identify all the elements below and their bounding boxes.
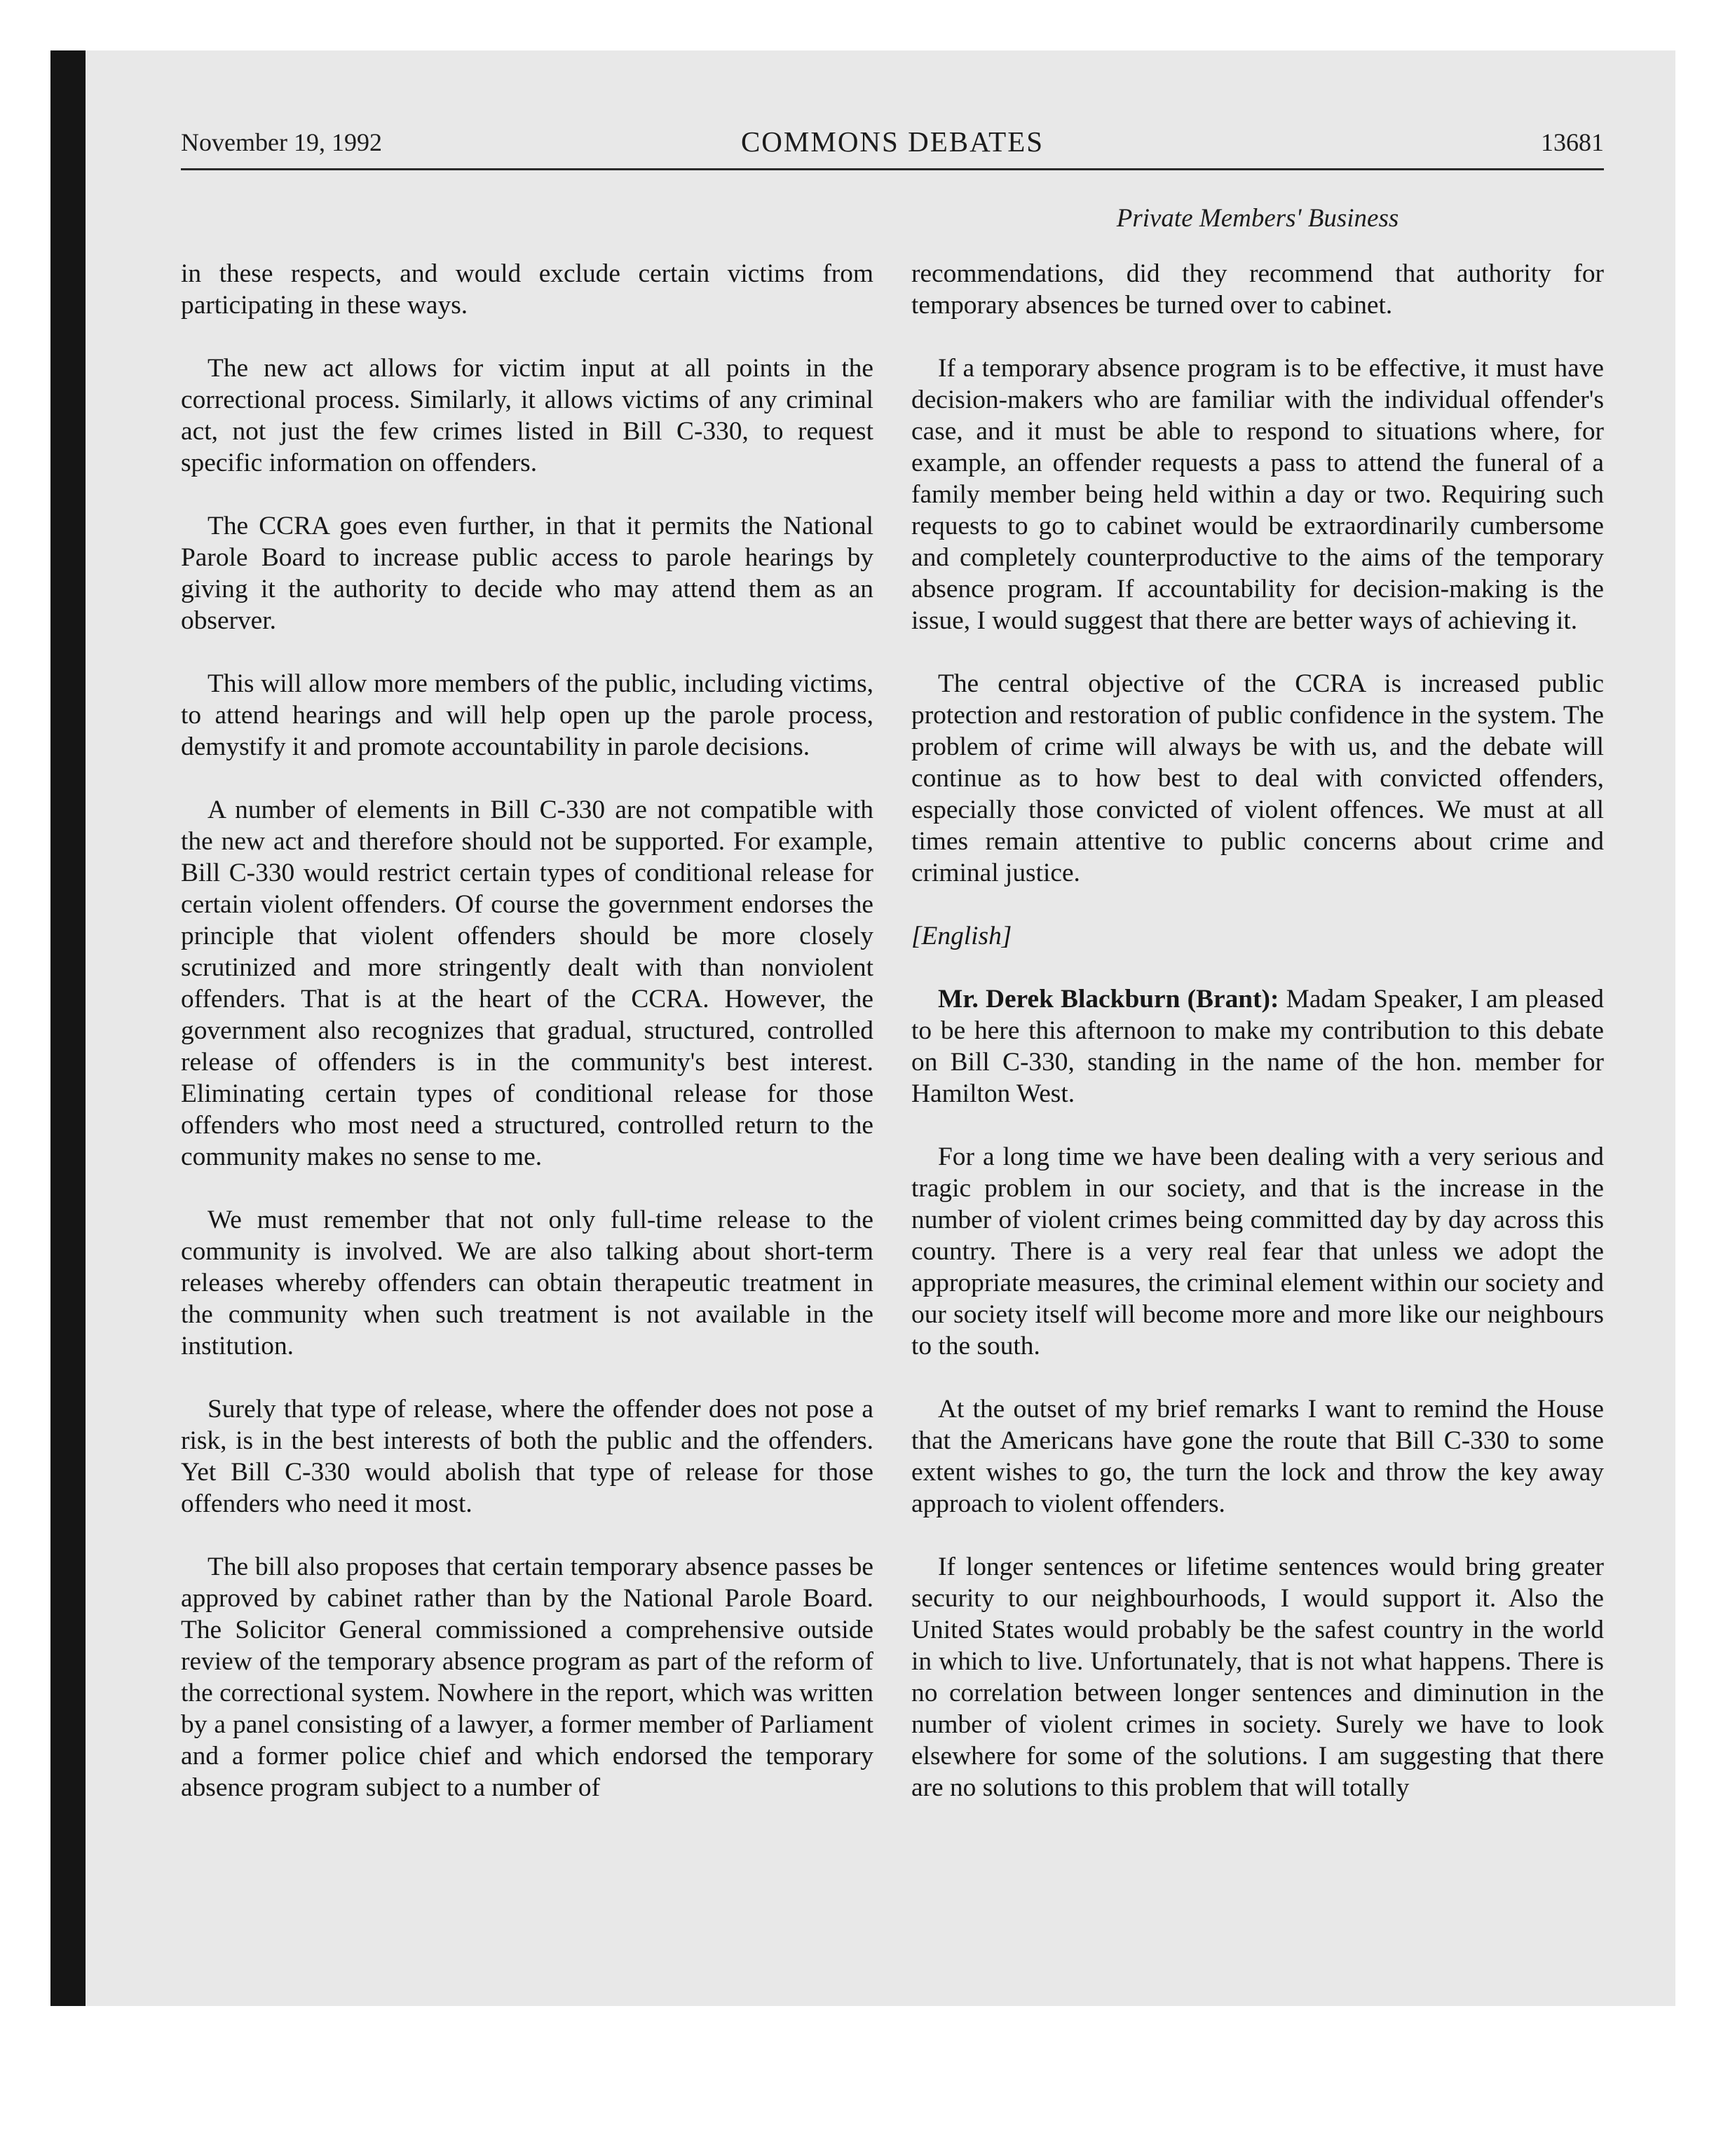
scan-border [50, 50, 86, 2006]
page-number: 13681 [1541, 128, 1604, 156]
paragraph: in these respects, and would exclude certain victims from participating in these ways. [181, 259, 873, 320]
paragraph: A number of elements in Bill C-330 are not compatible with the new act and therefore should not be supported. For example, Bill C-330 would restrict certain types of conditional release for certain violent offenders. Of course the government endorses the principle that violent offenders should be more closely scrutinized and more stringently dealt with than nonviolent offenders. That is at the heart of the CCRA. However, the government also recognizes that gradual, structured, controlled release of offenders is in the community's best interest. Eliminating certain types of conditional release for those offenders who most need a structured, controlled return to the community makes no sense to me. [181, 796, 873, 1171]
paragraph: We must remember that not only full-time release to the community is involved. We are also talking about short-term releases whereby offenders can obtain therapeutic treatment in the community when such treatment is not available in the institution. [181, 1206, 873, 1360]
speaker-name: Mr. Derek Blackburn (Brant): [938, 985, 1279, 1014]
header-title: COMMONS DEBATES [740, 125, 1045, 158]
paragraph: For a long time we have been dealing with a very serious and tragic problem in our society, and that is the increase in the number of violent crimes being committed day by day across this country. There is a very real fear that unless we adopt the appropriate measures, the criminal element within our society and our society itself will become more and more like our neighbours to the south. [911, 1142, 1604, 1360]
language-marker: [English] [911, 922, 1012, 950]
paragraph: If a temporary absence program is to be effective, it must have decision-makers who are familiar with the individual offender's case, and it must be able to respond to situations where, for example, an offender requests a pass to attend the funeral of a family member being held within a day or two. Requiring such requests to go to cabinet would be extraordinarily cumbersome and completely counterproductive to the aims of the temporary absence program. If accountability for decision-making is the issue, I would suggest that there are better ways of achieving it. [911, 354, 1604, 635]
left-column [181, 258, 873, 1835]
paragraph: The bill also proposes that certain temporary absence passes be approved by cabinet rather than by the National Parole Board. The Solicitor General commissioned a comprehensive outside review of the temporary absence program as part of the reform of the correctional system. Nowhere in the report, which was written by a panel consisting of a lawyer, a former member of Parliament and a former police chief and which endorsed the temporary absence program subject to a number of [181, 1553, 873, 1802]
paragraph: The CCRA goes even further, in that it permits the National Parole Board to increase public access to parole hearings by giving it the authority to decide who may attend them as an observer. [181, 512, 873, 635]
paragraph: The new act allows for victim input at all points in the correctional process. Similarly, it allows victims of any criminal act, not just the few crimes listed in Bill C-330, to request specific information on offenders. [181, 354, 873, 477]
paragraph: At the outset of my brief remarks I want to remind the House that the Americans have gone the route that Bill C-330 to some extent wishes to go, the turn the lock and throw the key away approach to violent offenders. [911, 1395, 1604, 1518]
right-column [911, 258, 1604, 1835]
speech-text: Madam Speaker, I am pleased to be here this afternoon to make my contribution to this debate on Bill C-330, standing in the name of the hon. member for Hamilton West. [911, 985, 1604, 1108]
header-rule [181, 168, 1604, 170]
paragraph: The central objective of the CCRA is increased public protection and restoration of public confidence in the system. The problem of crime will always be with us, and the debate will continue as to how best to deal with convicted offenders, especially those convicted of violent offences. We must at all times remain attentive to public concerns about crime and criminal justice. [911, 669, 1604, 887]
paragraph: recommendations, did they recommend that authority for temporary absences be turned over to cabinet. [911, 259, 1604, 320]
header-date: November 19, 1992 [181, 128, 382, 156]
paragraph: If longer sentences or lifetime sentences would bring greater security to our neighbourhoods, I would support it. Also the United States would probably be the safest country in the world in which to live. Unfortunately, that is not what happens. There is no correlation between longer sentences and diminution in the number of violent crimes in society. Surely we have to look elsewhere for some of the solutions. I am suggesting that there are no solutions to this problem that will totally [911, 1553, 1604, 1802]
page-header [181, 125, 1604, 161]
speech-paragraph [911, 983, 1604, 1110]
paragraph: This will allow more members of the public, including victims, to attend hearings and will help open up the parole process, demystify it and promote accountability in parole decisions. [181, 669, 873, 761]
paragraph: Surely that type of release, where the offender does not pose a risk, is in the best interests of both the public and the offenders. Yet Bill C-330 would abolish that type of release for those offenders who need it most. [181, 1395, 873, 1518]
section-title: Private Members' Business [1116, 204, 1399, 233]
